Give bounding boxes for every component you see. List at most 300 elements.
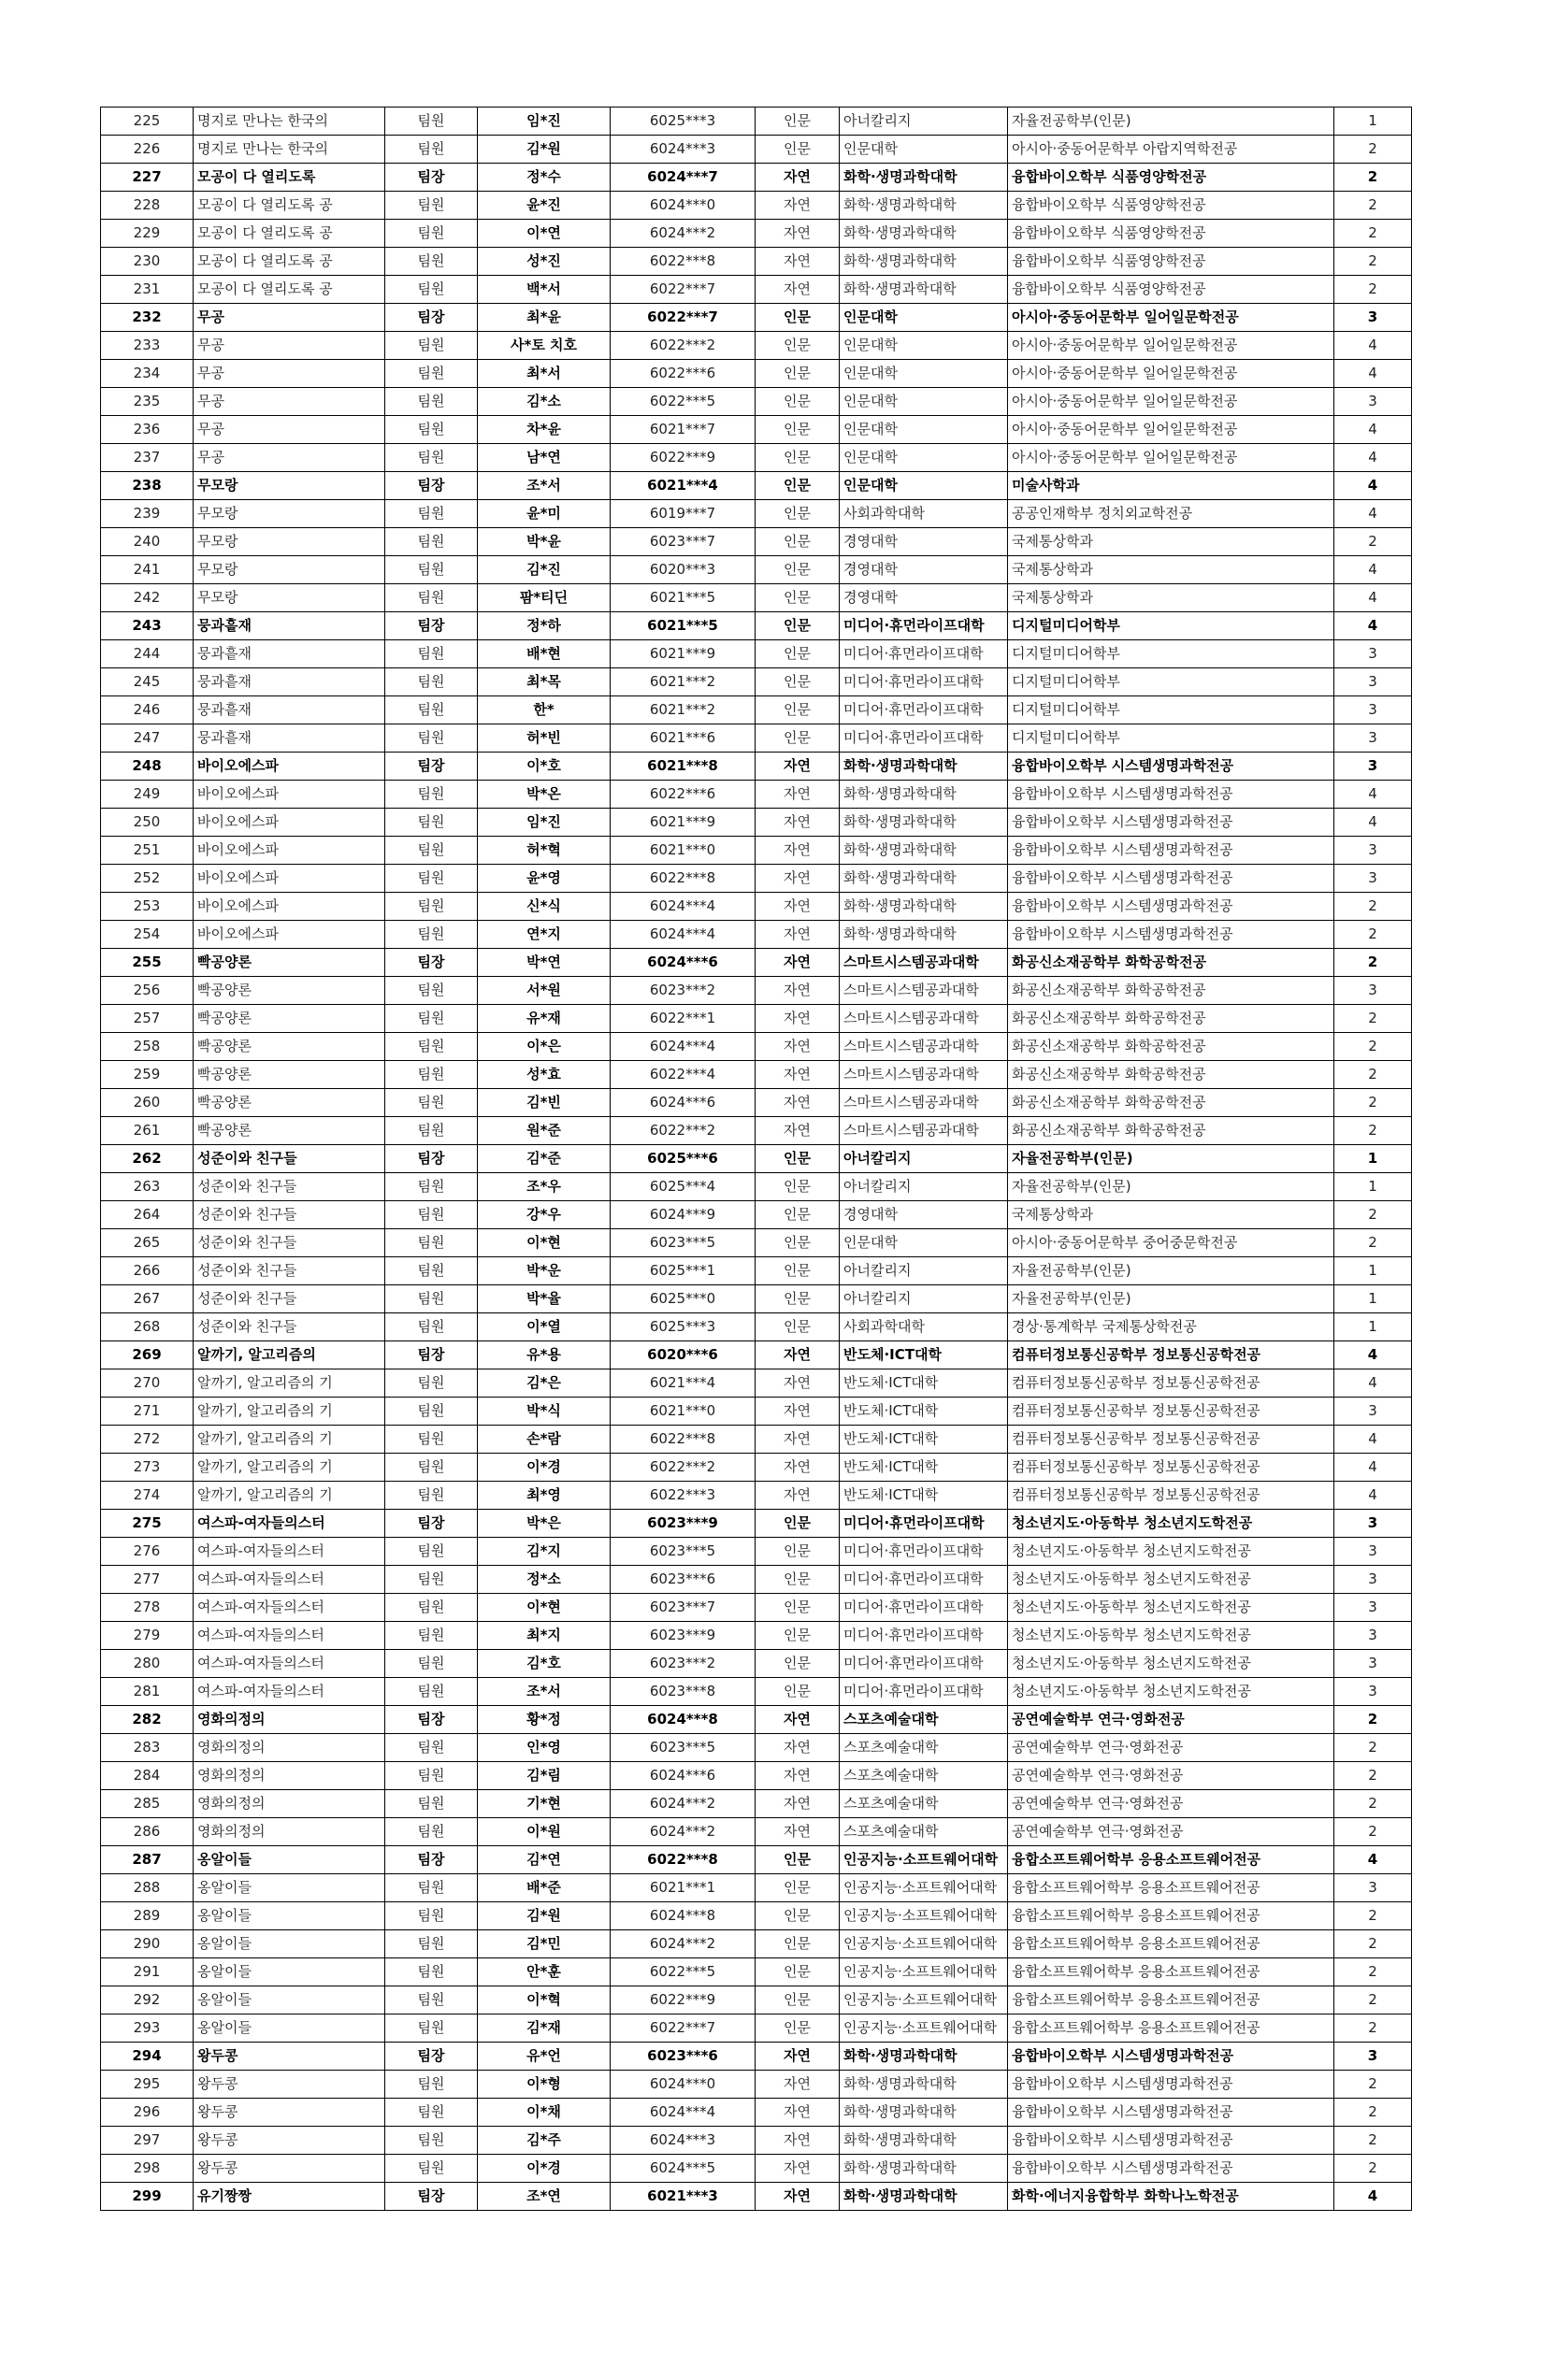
- row-number-cell: 267: [101, 1285, 194, 1313]
- table-row: [101, 668, 1412, 696]
- team-name-cell: 뭉과흩재: [194, 668, 385, 696]
- table-row: [101, 696, 1412, 724]
- field-cell: 인문: [756, 444, 840, 472]
- team-role-cell: 팀원: [385, 696, 478, 724]
- table-row: [101, 1285, 1412, 1313]
- major-cell: 국제통상학과: [1008, 556, 1334, 584]
- field-cell: 자연: [756, 276, 840, 304]
- major-cell: 화공신소재공학부 화학공학전공: [1008, 1061, 1334, 1089]
- member-name-cell: 이*호: [478, 753, 611, 781]
- student-id-cell: 6021***0: [611, 837, 756, 865]
- field-cell: 인문: [756, 1285, 840, 1313]
- team-role-cell: 팀원: [385, 1902, 478, 1930]
- row-number-cell: 279: [101, 1622, 194, 1650]
- row-number-cell: 285: [101, 1790, 194, 1818]
- student-id-cell: 6022***7: [611, 2014, 756, 2043]
- major-cell: 청소년지도·아동학부 청소년지도학전공: [1008, 1594, 1334, 1622]
- team-role-cell: 팀원: [385, 921, 478, 949]
- college-cell: 화학·생명과학대학: [840, 164, 1008, 192]
- table-row: [101, 949, 1412, 977]
- major-cell: 융합바이오학부 시스템생명과학전공: [1008, 2099, 1334, 2127]
- team-name-cell: 왕두콩: [194, 2043, 385, 2071]
- team-role-cell: 팀원: [385, 248, 478, 276]
- team-role-cell: 팀장: [385, 753, 478, 781]
- student-id-cell: 6023***2: [611, 977, 756, 1005]
- student-id-cell: 6024***2: [611, 1930, 756, 1958]
- row-number-cell: 270: [101, 1369, 194, 1398]
- team-role-cell: 팀원: [385, 893, 478, 921]
- student-id-cell: 6022***6: [611, 360, 756, 388]
- row-number-cell: 247: [101, 724, 194, 753]
- member-name-cell: 임*진: [478, 108, 611, 136]
- team-name-cell: 성준이와 친구들: [194, 1257, 385, 1285]
- member-name-cell: 김*준: [478, 1145, 611, 1173]
- team-role-cell: 팀장: [385, 2043, 478, 2071]
- field-cell: 자연: [756, 1482, 840, 1510]
- row-number-cell: 275: [101, 1510, 194, 1538]
- field-cell: 자연: [756, 837, 840, 865]
- table-row: [101, 1874, 1412, 1902]
- member-name-cell: 황*정: [478, 1706, 611, 1734]
- member-name-cell: 허*빈: [478, 724, 611, 753]
- team-name-cell: 알까기, 알고리즘의: [194, 1341, 385, 1369]
- college-cell: 미디어·휴먼라이프대학: [840, 1510, 1008, 1538]
- student-id-cell: 6024***3: [611, 2127, 756, 2155]
- team-role-cell: 팀장: [385, 612, 478, 640]
- member-name-cell: 윤*진: [478, 192, 611, 220]
- team-name-cell: 옹알이들: [194, 1958, 385, 1986]
- table-row: [101, 416, 1412, 444]
- year-cell: 3: [1334, 2043, 1412, 2071]
- team-name-cell: 영화의정의: [194, 1818, 385, 1846]
- year-cell: 2: [1334, 220, 1412, 248]
- college-cell: 경영대학: [840, 528, 1008, 556]
- major-cell: 공연예술학부 연극·영화전공: [1008, 1818, 1334, 1846]
- student-id-cell: 6023***8: [611, 1678, 756, 1706]
- member-name-cell: 박*연: [478, 949, 611, 977]
- table-row: [101, 809, 1412, 837]
- student-id-cell: 6023***9: [611, 1510, 756, 1538]
- field-cell: 인문: [756, 528, 840, 556]
- college-cell: 인문대학: [840, 388, 1008, 416]
- major-cell: 공연예술학부 연극·영화전공: [1008, 1734, 1334, 1762]
- row-number-cell: 245: [101, 668, 194, 696]
- major-cell: 컴퓨터정보통신공학부 정보통신공학전공: [1008, 1482, 1334, 1510]
- table-row: [101, 2127, 1412, 2155]
- year-cell: 4: [1334, 556, 1412, 584]
- team-role-cell: 팀원: [385, 1229, 478, 1257]
- member-name-cell: 김*진: [478, 556, 611, 584]
- team-role-cell: 팀장: [385, 1510, 478, 1538]
- table-row: [101, 584, 1412, 612]
- major-cell: 자율전공학부(인문): [1008, 1173, 1334, 1201]
- field-cell: 자연: [756, 1089, 840, 1117]
- field-cell: 인문: [756, 724, 840, 753]
- team-name-cell: 무모랑: [194, 556, 385, 584]
- member-name-cell: 안*훈: [478, 1958, 611, 1986]
- student-id-cell: 6021***4: [611, 1369, 756, 1398]
- field-cell: 자연: [756, 220, 840, 248]
- year-cell: 2: [1334, 2155, 1412, 2183]
- college-cell: 인공지능·소프트웨어대학: [840, 1846, 1008, 1874]
- row-number-cell: 276: [101, 1538, 194, 1566]
- year-cell: 4: [1334, 809, 1412, 837]
- field-cell: 인문: [756, 1986, 840, 2014]
- student-id-cell: 6025***3: [611, 1313, 756, 1341]
- field-cell: 자연: [756, 2183, 840, 2211]
- year-cell: 2: [1334, 1986, 1412, 2014]
- row-number-cell: 246: [101, 696, 194, 724]
- team-name-cell: 무모랑: [194, 584, 385, 612]
- field-cell: 자연: [756, 949, 840, 977]
- team-role-cell: 팀원: [385, 1313, 478, 1341]
- college-cell: 경영대학: [840, 556, 1008, 584]
- major-cell: 융합바이오학부 시스템생명과학전공: [1008, 865, 1334, 893]
- team-role-cell: 팀원: [385, 724, 478, 753]
- team-name-cell: 빡공양론: [194, 949, 385, 977]
- year-cell: 2: [1334, 2099, 1412, 2127]
- row-number-cell: 288: [101, 1874, 194, 1902]
- team-role-cell: 팀원: [385, 528, 478, 556]
- row-number-cell: 227: [101, 164, 194, 192]
- team-name-cell: 왕두콩: [194, 2127, 385, 2155]
- college-cell: 인문대학: [840, 444, 1008, 472]
- member-name-cell: 김*원: [478, 136, 611, 164]
- row-number-cell: 248: [101, 753, 194, 781]
- year-cell: 3: [1334, 696, 1412, 724]
- team-role-cell: 팀원: [385, 2014, 478, 2043]
- major-cell: 융합바이오학부 시스템생명과학전공: [1008, 2071, 1334, 2099]
- college-cell: 인공지능·소프트웨어대학: [840, 1874, 1008, 1902]
- table-row: [101, 1454, 1412, 1482]
- table-row: [101, 1594, 1412, 1622]
- member-name-cell: 임*진: [478, 809, 611, 837]
- row-number-cell: 257: [101, 1005, 194, 1033]
- field-cell: 자연: [756, 865, 840, 893]
- member-name-cell: 김*주: [478, 2127, 611, 2155]
- row-number-cell: 242: [101, 584, 194, 612]
- college-cell: 아너칼리지: [840, 1285, 1008, 1313]
- row-number-cell: 264: [101, 1201, 194, 1229]
- team-role-cell: 팀원: [385, 1005, 478, 1033]
- team-role-cell: 팀원: [385, 444, 478, 472]
- major-cell: 국제통상학과: [1008, 528, 1334, 556]
- member-name-cell: 조*서: [478, 472, 611, 500]
- team-name-cell: 명지로 만나는 한국의: [194, 108, 385, 136]
- team-name-cell: 여스파-여자들의스터: [194, 1566, 385, 1594]
- member-name-cell: 연*지: [478, 921, 611, 949]
- major-cell: 융합바이오학부 식품영양학전공: [1008, 220, 1334, 248]
- row-number-cell: 228: [101, 192, 194, 220]
- major-cell: 청소년지도·아동학부 청소년지도학전공: [1008, 1538, 1334, 1566]
- college-cell: 반도체·ICT대학: [840, 1341, 1008, 1369]
- team-role-cell: 팀원: [385, 1930, 478, 1958]
- field-cell: 인문: [756, 696, 840, 724]
- student-id-cell: 6023***7: [611, 1594, 756, 1622]
- major-cell: 융합소프트웨어학부 응용소프트웨어전공: [1008, 2014, 1334, 2043]
- year-cell: 2: [1334, 949, 1412, 977]
- team-name-cell: 뭉과흩재: [194, 696, 385, 724]
- field-cell: 인문: [756, 500, 840, 528]
- member-name-cell: 한*: [478, 696, 611, 724]
- row-number-cell: 281: [101, 1678, 194, 1706]
- student-id-cell: 6023***5: [611, 1538, 756, 1566]
- row-number-cell: 235: [101, 388, 194, 416]
- student-id-cell: 6022***5: [611, 1958, 756, 1986]
- major-cell: 청소년지도·아동학부 청소년지도학전공: [1008, 1510, 1334, 1538]
- year-cell: 4: [1334, 444, 1412, 472]
- team-role-cell: 팀원: [385, 1173, 478, 1201]
- field-cell: 인문: [756, 304, 840, 332]
- student-id-cell: 6022***5: [611, 388, 756, 416]
- college-cell: 미디어·휴먼라이프대학: [840, 696, 1008, 724]
- major-cell: 융합소프트웨어학부 응용소프트웨어전공: [1008, 1958, 1334, 1986]
- row-number-cell: 226: [101, 136, 194, 164]
- team-name-cell: 모공이 다 열리도록 공: [194, 248, 385, 276]
- year-cell: 2: [1334, 1229, 1412, 1257]
- major-cell: 청소년지도·아동학부 청소년지도학전공: [1008, 1622, 1334, 1650]
- field-cell: 인문: [756, 1622, 840, 1650]
- team-role-cell: 팀원: [385, 1874, 478, 1902]
- student-id-cell: 6024***4: [611, 2099, 756, 2127]
- team-name-cell: 모공이 다 열리도록 공: [194, 192, 385, 220]
- major-cell: 자율전공학부(인문): [1008, 1285, 1334, 1313]
- row-number-cell: 297: [101, 2127, 194, 2155]
- row-number-cell: 251: [101, 837, 194, 865]
- table-row: [101, 1622, 1412, 1650]
- field-cell: 자연: [756, 781, 840, 809]
- team-role-cell: 팀원: [385, 1257, 478, 1285]
- student-id-cell: 6023***6: [611, 2043, 756, 2071]
- team-name-cell: 바이오에스파: [194, 781, 385, 809]
- student-id-cell: 6025***1: [611, 1257, 756, 1285]
- team-role-cell: 팀원: [385, 1678, 478, 1706]
- table-row: [101, 444, 1412, 472]
- team-role-cell: 팀원: [385, 2155, 478, 2183]
- year-cell: 2: [1334, 921, 1412, 949]
- college-cell: 인문대학: [840, 472, 1008, 500]
- table-row: [101, 2043, 1412, 2071]
- field-cell: 인문: [756, 360, 840, 388]
- team-name-cell: 옹알이들: [194, 1930, 385, 1958]
- year-cell: 3: [1334, 1678, 1412, 1706]
- year-cell: 2: [1334, 1033, 1412, 1061]
- college-cell: 인문대학: [840, 1229, 1008, 1257]
- major-cell: 청소년지도·아동학부 청소년지도학전공: [1008, 1650, 1334, 1678]
- student-id-cell: 6022***2: [611, 1454, 756, 1482]
- field-cell: 자연: [756, 164, 840, 192]
- team-name-cell: 빡공양론: [194, 1033, 385, 1061]
- field-cell: 자연: [756, 893, 840, 921]
- team-name-cell: 왕두콩: [194, 2099, 385, 2127]
- table-row: [101, 1033, 1412, 1061]
- field-cell: 인문: [756, 1229, 840, 1257]
- field-cell: 자연: [756, 1369, 840, 1398]
- year-cell: 4: [1334, 1341, 1412, 1369]
- table-row: [101, 1313, 1412, 1341]
- year-cell: 3: [1334, 1566, 1412, 1594]
- year-cell: 2: [1334, 1958, 1412, 1986]
- table-row: [101, 248, 1412, 276]
- college-cell: 스마트시스템공과대학: [840, 1005, 1008, 1033]
- student-id-cell: 6024***6: [611, 1762, 756, 1790]
- team-role-cell: 팀원: [385, 192, 478, 220]
- college-cell: 인문대학: [840, 304, 1008, 332]
- row-number-cell: 272: [101, 1426, 194, 1454]
- field-cell: 인문: [756, 388, 840, 416]
- table-row: [101, 1145, 1412, 1173]
- member-name-cell: 허*혁: [478, 837, 611, 865]
- team-name-cell: 영화의정의: [194, 1734, 385, 1762]
- team-name-cell: 바이오에스파: [194, 865, 385, 893]
- year-cell: 2: [1334, 276, 1412, 304]
- team-name-cell: 빡공양론: [194, 1005, 385, 1033]
- major-cell: 융합바이오학부 식품영양학전공: [1008, 192, 1334, 220]
- major-cell: 융합바이오학부 시스템생명과학전공: [1008, 893, 1334, 921]
- table-row: [101, 1650, 1412, 1678]
- member-name-cell: 차*윤: [478, 416, 611, 444]
- member-name-cell: 김*은: [478, 1369, 611, 1398]
- college-cell: 화학·생명과학대학: [840, 2155, 1008, 2183]
- student-id-cell: 6024***9: [611, 1201, 756, 1229]
- team-name-cell: 성준이와 친구들: [194, 1313, 385, 1341]
- field-cell: 자연: [756, 248, 840, 276]
- member-name-cell: 윤*영: [478, 865, 611, 893]
- field-cell: 자연: [756, 1061, 840, 1089]
- member-name-cell: 최*서: [478, 360, 611, 388]
- year-cell: 3: [1334, 640, 1412, 668]
- row-number-cell: 273: [101, 1454, 194, 1482]
- team-name-cell: 빡공양론: [194, 1089, 385, 1117]
- team-name-cell: 무공: [194, 304, 385, 332]
- field-cell: 인문: [756, 1678, 840, 1706]
- student-id-cell: 6020***3: [611, 556, 756, 584]
- team-role-cell: 팀원: [385, 1986, 478, 2014]
- team-role-cell: 팀원: [385, 668, 478, 696]
- member-name-cell: 손*람: [478, 1426, 611, 1454]
- year-cell: 3: [1334, 865, 1412, 893]
- team-role-cell: 팀원: [385, 1061, 478, 1089]
- row-number-cell: 299: [101, 2183, 194, 2211]
- field-cell: 인문: [756, 1930, 840, 1958]
- team-role-cell: 팀원: [385, 220, 478, 248]
- student-id-cell: 6024***8: [611, 1706, 756, 1734]
- major-cell: 융합바이오학부 시스템생명과학전공: [1008, 2127, 1334, 2155]
- row-number-cell: 277: [101, 1566, 194, 1594]
- table-row: [101, 304, 1412, 332]
- field-cell: 인문: [756, 2014, 840, 2043]
- member-name-cell: 김*호: [478, 1650, 611, 1678]
- team-name-cell: 무공: [194, 360, 385, 388]
- team-name-cell: 영화의정의: [194, 1790, 385, 1818]
- team-name-cell: 여스파-여자들의스터: [194, 1538, 385, 1566]
- college-cell: 인공지능·소프트웨어대학: [840, 1902, 1008, 1930]
- member-name-cell: 박*운: [478, 1257, 611, 1285]
- major-cell: 융합바이오학부 시스템생명과학전공: [1008, 837, 1334, 865]
- row-number-cell: 250: [101, 809, 194, 837]
- row-number-cell: 298: [101, 2155, 194, 2183]
- member-name-cell: 윤*미: [478, 500, 611, 528]
- student-id-cell: 6024***4: [611, 921, 756, 949]
- year-cell: 3: [1334, 668, 1412, 696]
- college-cell: 사회과학대학: [840, 500, 1008, 528]
- field-cell: 인문: [756, 1538, 840, 1566]
- team-name-cell: 바이오에스파: [194, 921, 385, 949]
- row-number-cell: 225: [101, 108, 194, 136]
- table-row: [101, 1173, 1412, 1201]
- team-name-cell: 여스파-여자들의스터: [194, 1594, 385, 1622]
- table-row: [101, 1369, 1412, 1398]
- team-name-cell: 알까기, 알고리즘의 기: [194, 1369, 385, 1398]
- major-cell: 디지털미디어학부: [1008, 640, 1334, 668]
- team-name-cell: 성준이와 친구들: [194, 1145, 385, 1173]
- field-cell: 자연: [756, 977, 840, 1005]
- field-cell: 자연: [756, 2127, 840, 2155]
- table-row: [101, 893, 1412, 921]
- field-cell: 자연: [756, 921, 840, 949]
- team-role-cell: 팀원: [385, 1426, 478, 1454]
- year-cell: 2: [1334, 528, 1412, 556]
- member-name-cell: 이*형: [478, 2071, 611, 2099]
- college-cell: 화학·생명과학대학: [840, 2071, 1008, 2099]
- team-name-cell: 성준이와 친구들: [194, 1173, 385, 1201]
- member-name-cell: 남*연: [478, 444, 611, 472]
- team-name-cell: 바이오에스파: [194, 837, 385, 865]
- member-name-cell: 김*빈: [478, 1089, 611, 1117]
- college-cell: 화학·생명과학대학: [840, 2127, 1008, 2155]
- team-roster-table: [100, 107, 1412, 2211]
- field-cell: 자연: [756, 1398, 840, 1426]
- team-name-cell: 무모랑: [194, 500, 385, 528]
- year-cell: 2: [1334, 1061, 1412, 1089]
- member-name-cell: 사*토 치호: [478, 332, 611, 360]
- table-row: [101, 1818, 1412, 1846]
- student-id-cell: 6023***5: [611, 1229, 756, 1257]
- table-row: [101, 2155, 1412, 2183]
- college-cell: 아너칼리지: [840, 1145, 1008, 1173]
- year-cell: 4: [1334, 1369, 1412, 1398]
- team-role-cell: 팀장: [385, 304, 478, 332]
- team-name-cell: 성준이와 친구들: [194, 1285, 385, 1313]
- field-cell: 자연: [756, 2043, 840, 2071]
- student-id-cell: 6024***8: [611, 1902, 756, 1930]
- student-id-cell: 6025***4: [611, 1173, 756, 1201]
- year-cell: 2: [1334, 192, 1412, 220]
- team-role-cell: 팀원: [385, 500, 478, 528]
- field-cell: 자연: [756, 2099, 840, 2127]
- team-role-cell: 팀원: [385, 1454, 478, 1482]
- college-cell: 미디어·휴먼라이프대학: [840, 1678, 1008, 1706]
- student-id-cell: 6022***9: [611, 444, 756, 472]
- team-name-cell: 영화의정의: [194, 1706, 385, 1734]
- team-role-cell: 팀원: [385, 360, 478, 388]
- team-name-cell: 빡공양론: [194, 977, 385, 1005]
- team-role-cell: 팀원: [385, 1117, 478, 1145]
- field-cell: 인문: [756, 556, 840, 584]
- team-name-cell: 알까기, 알고리즘의 기: [194, 1426, 385, 1454]
- college-cell: 미디어·휴먼라이프대학: [840, 1538, 1008, 1566]
- college-cell: 화학·생명과학대학: [840, 2043, 1008, 2071]
- member-name-cell: 이*현: [478, 1594, 611, 1622]
- team-role-cell: 팀원: [385, 2127, 478, 2155]
- team-role-cell: 팀원: [385, 416, 478, 444]
- college-cell: 화학·생명과학대학: [840, 781, 1008, 809]
- table-row: [101, 2183, 1412, 2211]
- year-cell: 2: [1334, 136, 1412, 164]
- field-cell: 인문: [756, 1201, 840, 1229]
- college-cell: 아너칼리지: [840, 1173, 1008, 1201]
- row-number-cell: 243: [101, 612, 194, 640]
